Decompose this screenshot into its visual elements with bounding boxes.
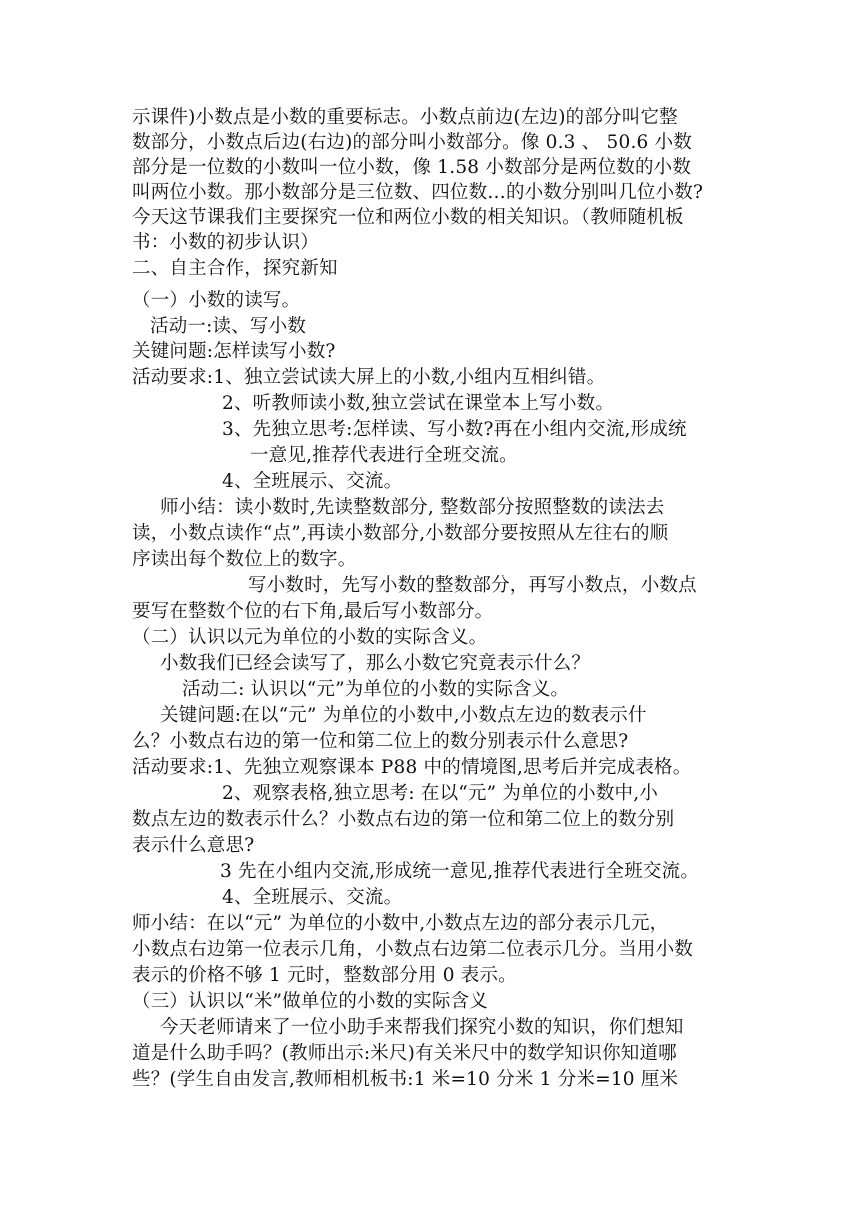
text-line: 些？(学生自由发言,教师相机板书:1 米=10 分米 1 分米=10 厘米 [132,1069,679,1090]
text-line: 么？小数点右边的第一位和第二位上的数分别表示什么意思? [132,731,629,752]
text-line: 小数我们已经会读写了，那么小数它究竟表示什么？ [160,653,591,674]
text-line: 表示什么意思? [132,835,255,856]
text-line: 师小结：在以“元” 为单位的小数中,小数点左边的部分表示几元， [132,913,669,934]
text-line: 小数点右边第一位表示几角，小数点右边第二位表示几分。当用小数 [132,939,694,960]
text-line: 数点左边的数表示什么？小数点右边的第一位和第二位上的数分别 [132,809,675,830]
text-line: 要写在整数个位的右下角,最后写小数部分。 [132,601,494,622]
subsection-heading: （三）认识以“米”做单位的小数的实际含义 [132,991,488,1012]
text-line: 示课件)小数点是小数的重要标志。小数点前边(左边)的部分叫它整 [132,107,678,128]
text-line: 2、听教师读小数,独立尝试在课堂本上写小数。 [222,393,615,414]
text-line: 今天老师请来了一位小助手来帮我们探究小数的知识，你们想知 [160,1017,684,1038]
text-line: 表示的价格不够 1 元时，整数部分用 0 表示。 [132,965,517,986]
text-line: 部分是一位数的小数叫一位小数，像 1.58 小数部分是两位数的小数 [132,157,692,178]
text-line: 道是什么助手吗？(教师出示:米尺)有关米尺中的数学知识你知道哪 [132,1043,677,1064]
text-line: 师小结：读小数时,先读整数部分, 整数部分按照整数的读法去 [160,497,665,518]
text-line: 活动要求:1、独立尝试读大屏上的小数,小组内互相纠错。 [132,367,606,388]
activity-title: 活动二: 认识以“元”为单位的小数的实际含义。 [182,679,570,700]
text-line: 2、观察表格,独立思考: 在以“元” 为单位的小数中,小 [222,783,659,804]
text-line: 关键问题:在以“元” 为单位的小数中,小数点左边的数表示什 [160,705,647,726]
text-line: 3、先独立思考:怎样读、写小数?再在小组内交流,形成统 [222,419,687,440]
activity-title: 活动一:读、写小数 [150,316,307,337]
text-line: 读，小数点读作“点”,再读小数部分,小数部分要按照从左往右的顺 [132,523,669,544]
text-line: 数部分，小数点后边(右边)的部分叫小数部分。像 0.3 、 50.6 小数 [132,132,692,153]
text-line: 活动要求:1、先独立观察课本 P88 中的情境图,思考后并完成表格。 [132,757,692,778]
text-line: 今天这节课我们主要探究一位和两位小数的相关知识。（教师随机板 [132,207,684,228]
text-line: 序读出每个数位上的数字。 [132,549,357,570]
text-line: 叫两位小数。那小数部分是三位数、四位数…的小数分别叫几位小数? [132,182,704,203]
subsection-heading: （一）小数的读写。 [132,290,301,311]
text-line: 3 先在小组内交流,形成统一意见,推荐代表进行全班交流。 [220,861,700,882]
text-line: 4、全班展示、交流。 [222,887,403,908]
text-line: 一意见,推荐代表进行全班交流。 [250,445,518,466]
section-heading: 二、自主合作，探究新知 [132,258,338,279]
text-line: 4、全班展示、交流。 [222,471,403,492]
subsection-heading: （二）认识以元为单位的小数的实际含义。 [132,627,488,648]
text-line: 关键问题:怎样读写小数? [132,341,336,362]
text-line: 书：小数的初步认识） [132,232,320,253]
text-line: 写小数时，先写小数的整数部分，再写小数点，小数点 [248,575,697,596]
